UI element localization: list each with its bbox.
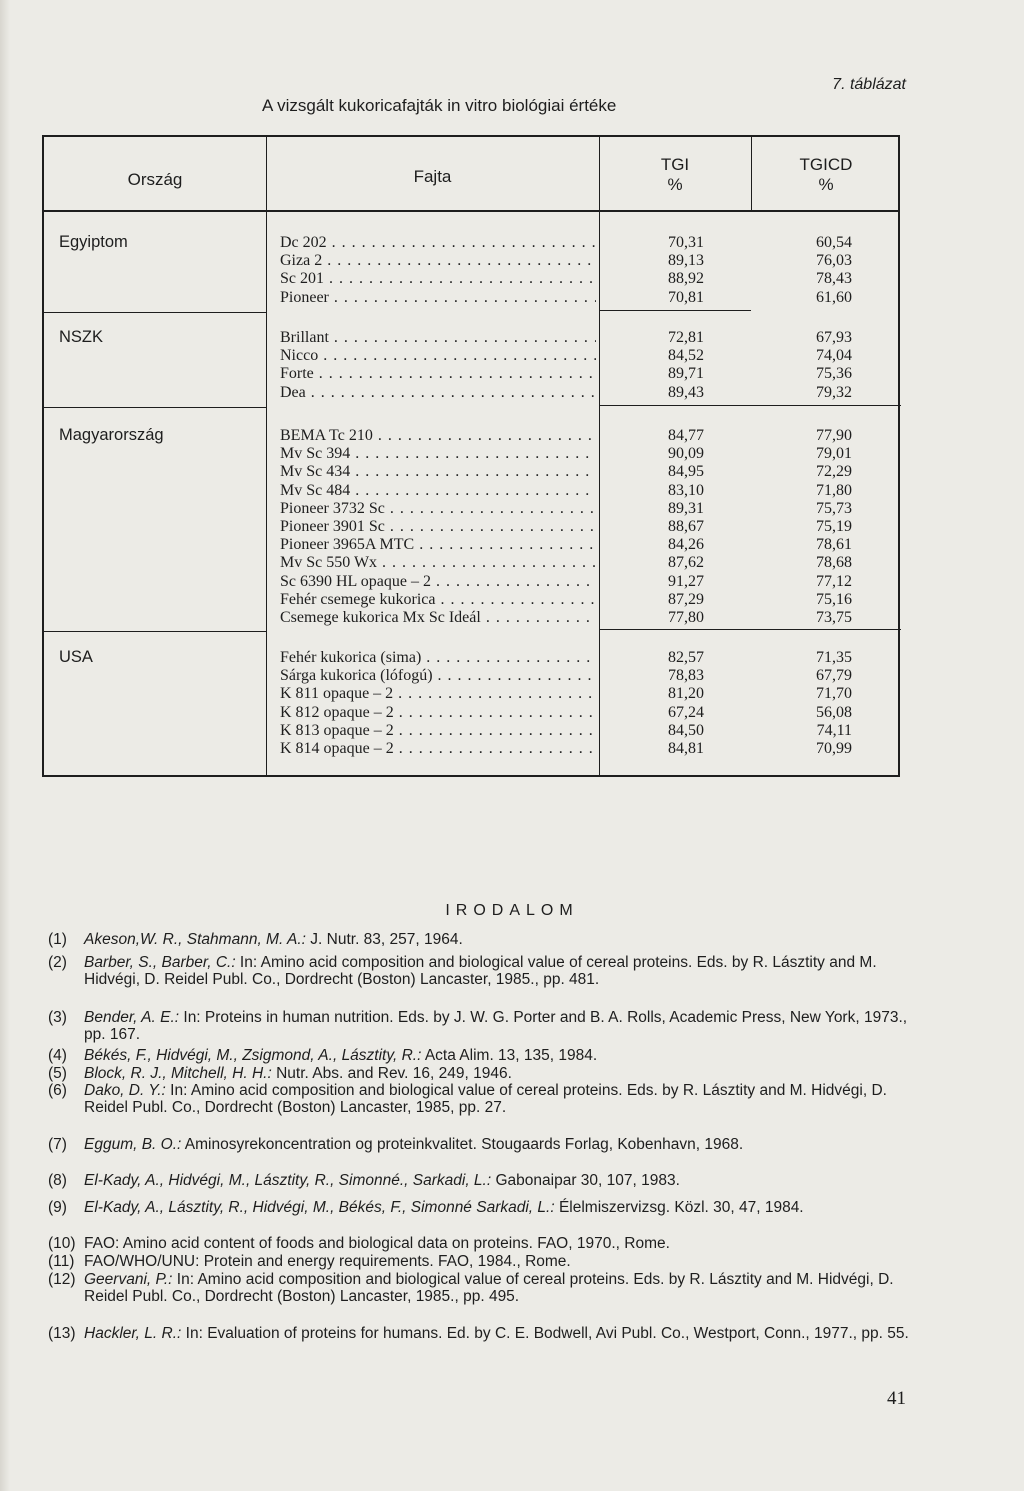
- reference-number: (1): [48, 931, 67, 948]
- reference-authors: Barber, S., Barber, C.:: [84, 954, 236, 971]
- table-row: [44, 722, 900, 740]
- variety-cell: Sárga kukorica (lófogú) . . .: [280, 667, 596, 685]
- reference-number: (12): [48, 1271, 76, 1288]
- reference-text: J. Nutr. 83, 257, 1964.: [305, 931, 463, 948]
- data-table: [42, 135, 900, 777]
- tgicd-cell: 71,70: [816, 685, 852, 703]
- variety-cell: Giza 2 . . .: [280, 252, 596, 270]
- tgicd-cell: 67,93: [816, 329, 852, 346]
- variety-cell: K 813 opaque – 2 . . .: [280, 722, 596, 740]
- reference-body: [84, 932, 918, 949]
- reference-text: Aminosyrekoncentration og proteinkvalitet. Stougaards Forlag, Kobenhavn, 1968.: [181, 1136, 744, 1153]
- variety-cell: Mv Sc 550 Wx . . .: [280, 554, 596, 572]
- reference-number: (7): [48, 1136, 67, 1153]
- tgicd-cell: 60,54: [816, 234, 852, 251]
- reference-authors: El-Kady, A., Lásztity, R., Hidvégi, M., Békés, F., Simonné Sarkadi, L.:: [84, 1199, 555, 1216]
- tgicd-cell: 79,01: [816, 445, 852, 463]
- tgi-cell: 70,31: [668, 234, 704, 251]
- tgicd-cell: 75,16: [816, 590, 852, 608]
- reference-body: [84, 1236, 918, 1253]
- reference-authors: Békés, F., Hidvégi, M., Zsigmond, A., Lásztity, R.:: [84, 1047, 422, 1064]
- variety-cell: Forte . . .: [280, 365, 596, 383]
- table-row: [44, 234, 900, 252]
- tgicd-cell: 73,75: [816, 609, 852, 626]
- reference-item: [48, 1236, 918, 1253]
- variety-cell: Sc 201 . . .: [280, 270, 596, 288]
- reference-authors: El-Kady, A., Hidvégi, M., Lásztity, R., Simonné., Sarkadi, L.:: [84, 1172, 492, 1189]
- group-rule: [44, 312, 266, 313]
- tgi-cell: 84,50: [668, 721, 704, 739]
- reference-authors: Block, R. J., Mitchell, H. H.:: [84, 1065, 272, 1082]
- references-heading: IRODALOM: [445, 902, 579, 919]
- reference-authors: Bender, A. E.:: [84, 1009, 180, 1026]
- tgi-cell: 89,31: [668, 499, 704, 517]
- group-rule: [44, 631, 266, 632]
- variety-cell: Pioneer 3965A MTC . . .: [280, 536, 596, 554]
- tgi-cell: 89,43: [668, 383, 704, 401]
- tgicd-cell: 61,60: [816, 288, 852, 306]
- tgi-cell: 84,95: [668, 463, 704, 481]
- table-row: [44, 667, 900, 685]
- reference-body: [84, 1173, 918, 1190]
- table-row: [44, 289, 900, 307]
- reference-number: (4): [48, 1047, 67, 1064]
- reference-number: (3): [48, 1009, 67, 1026]
- tgicd-cell: 78,61: [816, 536, 852, 554]
- reference-authors: Dako, D. Y.:: [84, 1082, 166, 1099]
- tgicd-cell: 74,11: [816, 721, 852, 739]
- variety-cell: Brillant . . .: [280, 329, 596, 347]
- table-row: [44, 463, 900, 481]
- tgi-cell: 83,10: [668, 481, 704, 499]
- reference-item: [48, 1200, 918, 1217]
- header-tgi: TGI: [660, 155, 690, 174]
- tgi-cell: 70,81: [668, 288, 704, 306]
- reference-text: Acta Alim. 13, 135, 1984.: [421, 1047, 598, 1064]
- tgi-cell: 87,62: [668, 554, 704, 572]
- table-row: [44, 252, 900, 270]
- table-title: A vizsgált kukoricafajták in vitro biológiai értéke: [262, 96, 617, 115]
- reference-number: (10): [48, 1235, 76, 1252]
- variety-cell: Pioneer 3732 Sc . . .: [280, 500, 596, 518]
- table-row: [44, 518, 900, 536]
- reference-item: [48, 1326, 918, 1343]
- reference-number: (6): [48, 1082, 67, 1099]
- table-row: [44, 347, 900, 365]
- reference-number: (8): [48, 1172, 67, 1189]
- header-country: Ország: [127, 170, 183, 189]
- reference-body: [84, 1200, 918, 1217]
- reference-text: In: Proteins in human nutrition. Eds. by J. W. G. Porter and B. A. Rolls, Academic Press, New York, 1973., pp. 167.: [84, 1009, 908, 1043]
- table-row: [44, 270, 900, 288]
- variety-cell: BEMA Tc 210 . . .: [280, 427, 596, 445]
- tgicd-cell: 74,04: [816, 347, 852, 365]
- variety-cell: Pioneer . . .: [280, 289, 596, 307]
- tgi-cell: 78,83: [668, 667, 704, 685]
- header-variety: Fajta: [413, 167, 452, 186]
- country-label: Magyarország: [59, 426, 164, 444]
- reference-item: [48, 1083, 918, 1117]
- variety-cell: Dea . . .: [280, 384, 596, 402]
- table-row: [44, 329, 900, 347]
- tgi-cell: 81,20: [668, 685, 704, 703]
- tgi-cell: 88,92: [668, 270, 704, 288]
- group-rule: [44, 407, 266, 408]
- tgi-cell: 67,24: [668, 703, 704, 721]
- tgi-cell: 89,13: [668, 252, 704, 270]
- tgicd-cell: 77,90: [816, 427, 852, 444]
- tgi-cell: 84,77: [668, 427, 704, 444]
- table-row: [44, 445, 900, 463]
- tgi-cell: 82,57: [668, 649, 704, 666]
- group-rule: [599, 310, 751, 311]
- reference-authors: Akeson,W. R., Stahmann, M. A.:: [84, 931, 306, 948]
- reference-text: In: Amino acid composition and biological value of cereal proteins. Eds. by R. Lásztity and M. Hidvégi, D. Reidel Publ. Co., Dordrecht (Boston) Lancaster, 1985., pp. 481.: [84, 954, 877, 988]
- tgicd-cell: 75,19: [816, 518, 852, 535]
- country-label: NSZK: [59, 328, 104, 346]
- variety-cell: Pioneer 3901 Sc . . .: [280, 518, 596, 536]
- tgi-cell: 87,29: [668, 590, 704, 608]
- reference-item: [48, 1137, 918, 1154]
- variety-cell: K 811 opaque – 2 . . .: [280, 685, 596, 703]
- group-rule: [599, 405, 901, 406]
- reference-item: [48, 1272, 918, 1306]
- reference-body: [84, 1137, 918, 1154]
- tgi-cell: 84,52: [668, 347, 704, 365]
- tgi-cell: 72,81: [668, 329, 704, 346]
- reference-text: Nutr. Abs. and Rev. 16, 249, 1946.: [271, 1065, 512, 1082]
- tgicd-cell: 71,80: [816, 481, 852, 499]
- variety-cell: K 814 opaque – 2 . . .: [280, 740, 596, 758]
- tgicd-cell: 76,03: [816, 252, 852, 270]
- reference-body: [84, 1048, 918, 1065]
- table-row: [44, 685, 900, 703]
- variety-cell: Mv Sc 434 . . .: [280, 463, 596, 481]
- reference-body: [84, 955, 918, 989]
- country-label: Egyiptom: [59, 233, 128, 251]
- tgi-cell: 91,27: [668, 572, 704, 590]
- tgicd-cell: 71,35: [816, 649, 852, 666]
- reference-number: (11): [48, 1253, 75, 1270]
- reference-authors: Hackler, L. R.:: [84, 1325, 182, 1342]
- tgi-cell: 84,81: [668, 740, 704, 757]
- page-number: 41: [887, 1388, 906, 1409]
- variety-cell: Fehér csemege kukorica . . .: [280, 591, 596, 609]
- variety-cell: Mv Sc 394 . . .: [280, 445, 596, 463]
- reference-text: In: Amino acid composition and biological value of cereal proteins. Eds. by R. Lásztity and M. Hidvégi, D. Reidel Publ. Co., Dordrecht (Boston) Lancaster, 1985, pp. 27.: [84, 1082, 887, 1116]
- reference-text: In: Evaluation of proteins for humans. Ed. by C. E. Bodwell, Avi Publ. Co., Westport, Conn., 1977., pp. 55.: [181, 1325, 909, 1342]
- tgi-cell: 89,71: [668, 365, 704, 383]
- table-row: [44, 536, 900, 554]
- header-tgi-unit: %: [667, 175, 683, 194]
- tgicd-cell: 78,68: [816, 554, 852, 572]
- header-tgicd-unit: %: [818, 175, 834, 194]
- table-label: 7. táblázat: [832, 76, 906, 93]
- reference-body: [84, 1066, 918, 1083]
- reference-item: [48, 1066, 918, 1083]
- tgicd-cell: 70,99: [816, 740, 852, 757]
- variety-cell: Csemege kukorica Mx Sc Ideál . . .: [280, 609, 596, 627]
- group-rule: [599, 629, 901, 630]
- reference-text: FAO/WHO/UNU: Protein and energy requirements. FAO, 1984., Rome.: [84, 1253, 571, 1270]
- reference-number: (5): [48, 1065, 67, 1082]
- header-rule: [44, 210, 898, 212]
- page-edge-shadow: [0, 0, 10, 1491]
- reference-authors: Geervani, P.:: [84, 1271, 173, 1288]
- reference-number: (13): [48, 1325, 76, 1342]
- variety-cell: Fehér kukorica (sima) . . .: [280, 649, 596, 667]
- reference-text: In: Amino acid composition and biological value of cereal proteins. Eds. by R. Lásztity and M. Hidvégi, D. Reidel Publ. Co., Dordrecht (Boston) Lancaster, 1985., pp. 495.: [84, 1271, 894, 1305]
- tgi-cell: 90,09: [668, 445, 704, 463]
- reference-item: [48, 1173, 918, 1190]
- table-row: [44, 500, 900, 518]
- tgi-cell: 84,26: [668, 536, 704, 554]
- tgicd-cell: 56,08: [816, 703, 852, 721]
- tgicd-cell: 72,29: [816, 463, 852, 481]
- header-tgicd: TGICD: [799, 155, 853, 174]
- reference-item: [48, 932, 918, 949]
- table-row: [44, 609, 900, 627]
- table-row: [44, 427, 900, 445]
- reference-number: (9): [48, 1199, 67, 1216]
- variety-cell: Dc 202 . . .: [280, 234, 596, 252]
- tgicd-cell: 79,32: [816, 383, 852, 401]
- reference-item: [48, 1048, 918, 1065]
- tgicd-cell: 77,12: [816, 572, 852, 590]
- tgicd-cell: 78,43: [816, 270, 852, 288]
- table-row: [44, 591, 900, 609]
- reference-text: Élelmiszervizsg. Közl. 30, 47, 1984.: [554, 1199, 804, 1216]
- tgi-cell: 77,80: [668, 609, 704, 626]
- reference-body: [84, 1326, 918, 1343]
- variety-cell: Sc 6390 HL opaque – 2 . . .: [280, 573, 596, 591]
- reference-authors: Eggum, B. O.:: [84, 1136, 182, 1153]
- reference-text: Gabonaipar 30, 107, 1983.: [491, 1172, 680, 1189]
- table-row: [44, 384, 900, 402]
- table-row: [44, 740, 900, 758]
- reference-body: [84, 1010, 918, 1044]
- reference-item: [48, 955, 918, 989]
- table-row: [44, 649, 900, 667]
- tgi-cell: 88,67: [668, 518, 704, 535]
- variety-cell: Nicco . . .: [280, 347, 596, 365]
- table-row: [44, 365, 900, 383]
- reference-body: [84, 1083, 918, 1117]
- tgicd-cell: 67,79: [816, 667, 852, 685]
- reference-body: [84, 1254, 918, 1271]
- reference-item: [48, 1254, 918, 1271]
- reference-number: (2): [48, 954, 67, 971]
- variety-cell: K 812 opaque – 2 . . .: [280, 704, 596, 722]
- tgicd-cell: 75,36: [816, 365, 852, 383]
- table-row: [44, 573, 900, 591]
- table-row: [44, 482, 900, 500]
- reference-item: [48, 1010, 918, 1044]
- tgicd-cell: 75,73: [816, 499, 852, 517]
- reference-text: FAO: Amino acid content of foods and biological data on proteins. FAO, 1970., Rome.: [84, 1235, 670, 1252]
- country-label: USA: [59, 648, 93, 666]
- reference-body: [84, 1272, 918, 1306]
- variety-cell: Mv Sc 484 . . .: [280, 482, 596, 500]
- table-row: [44, 554, 900, 572]
- table-row: [44, 704, 900, 722]
